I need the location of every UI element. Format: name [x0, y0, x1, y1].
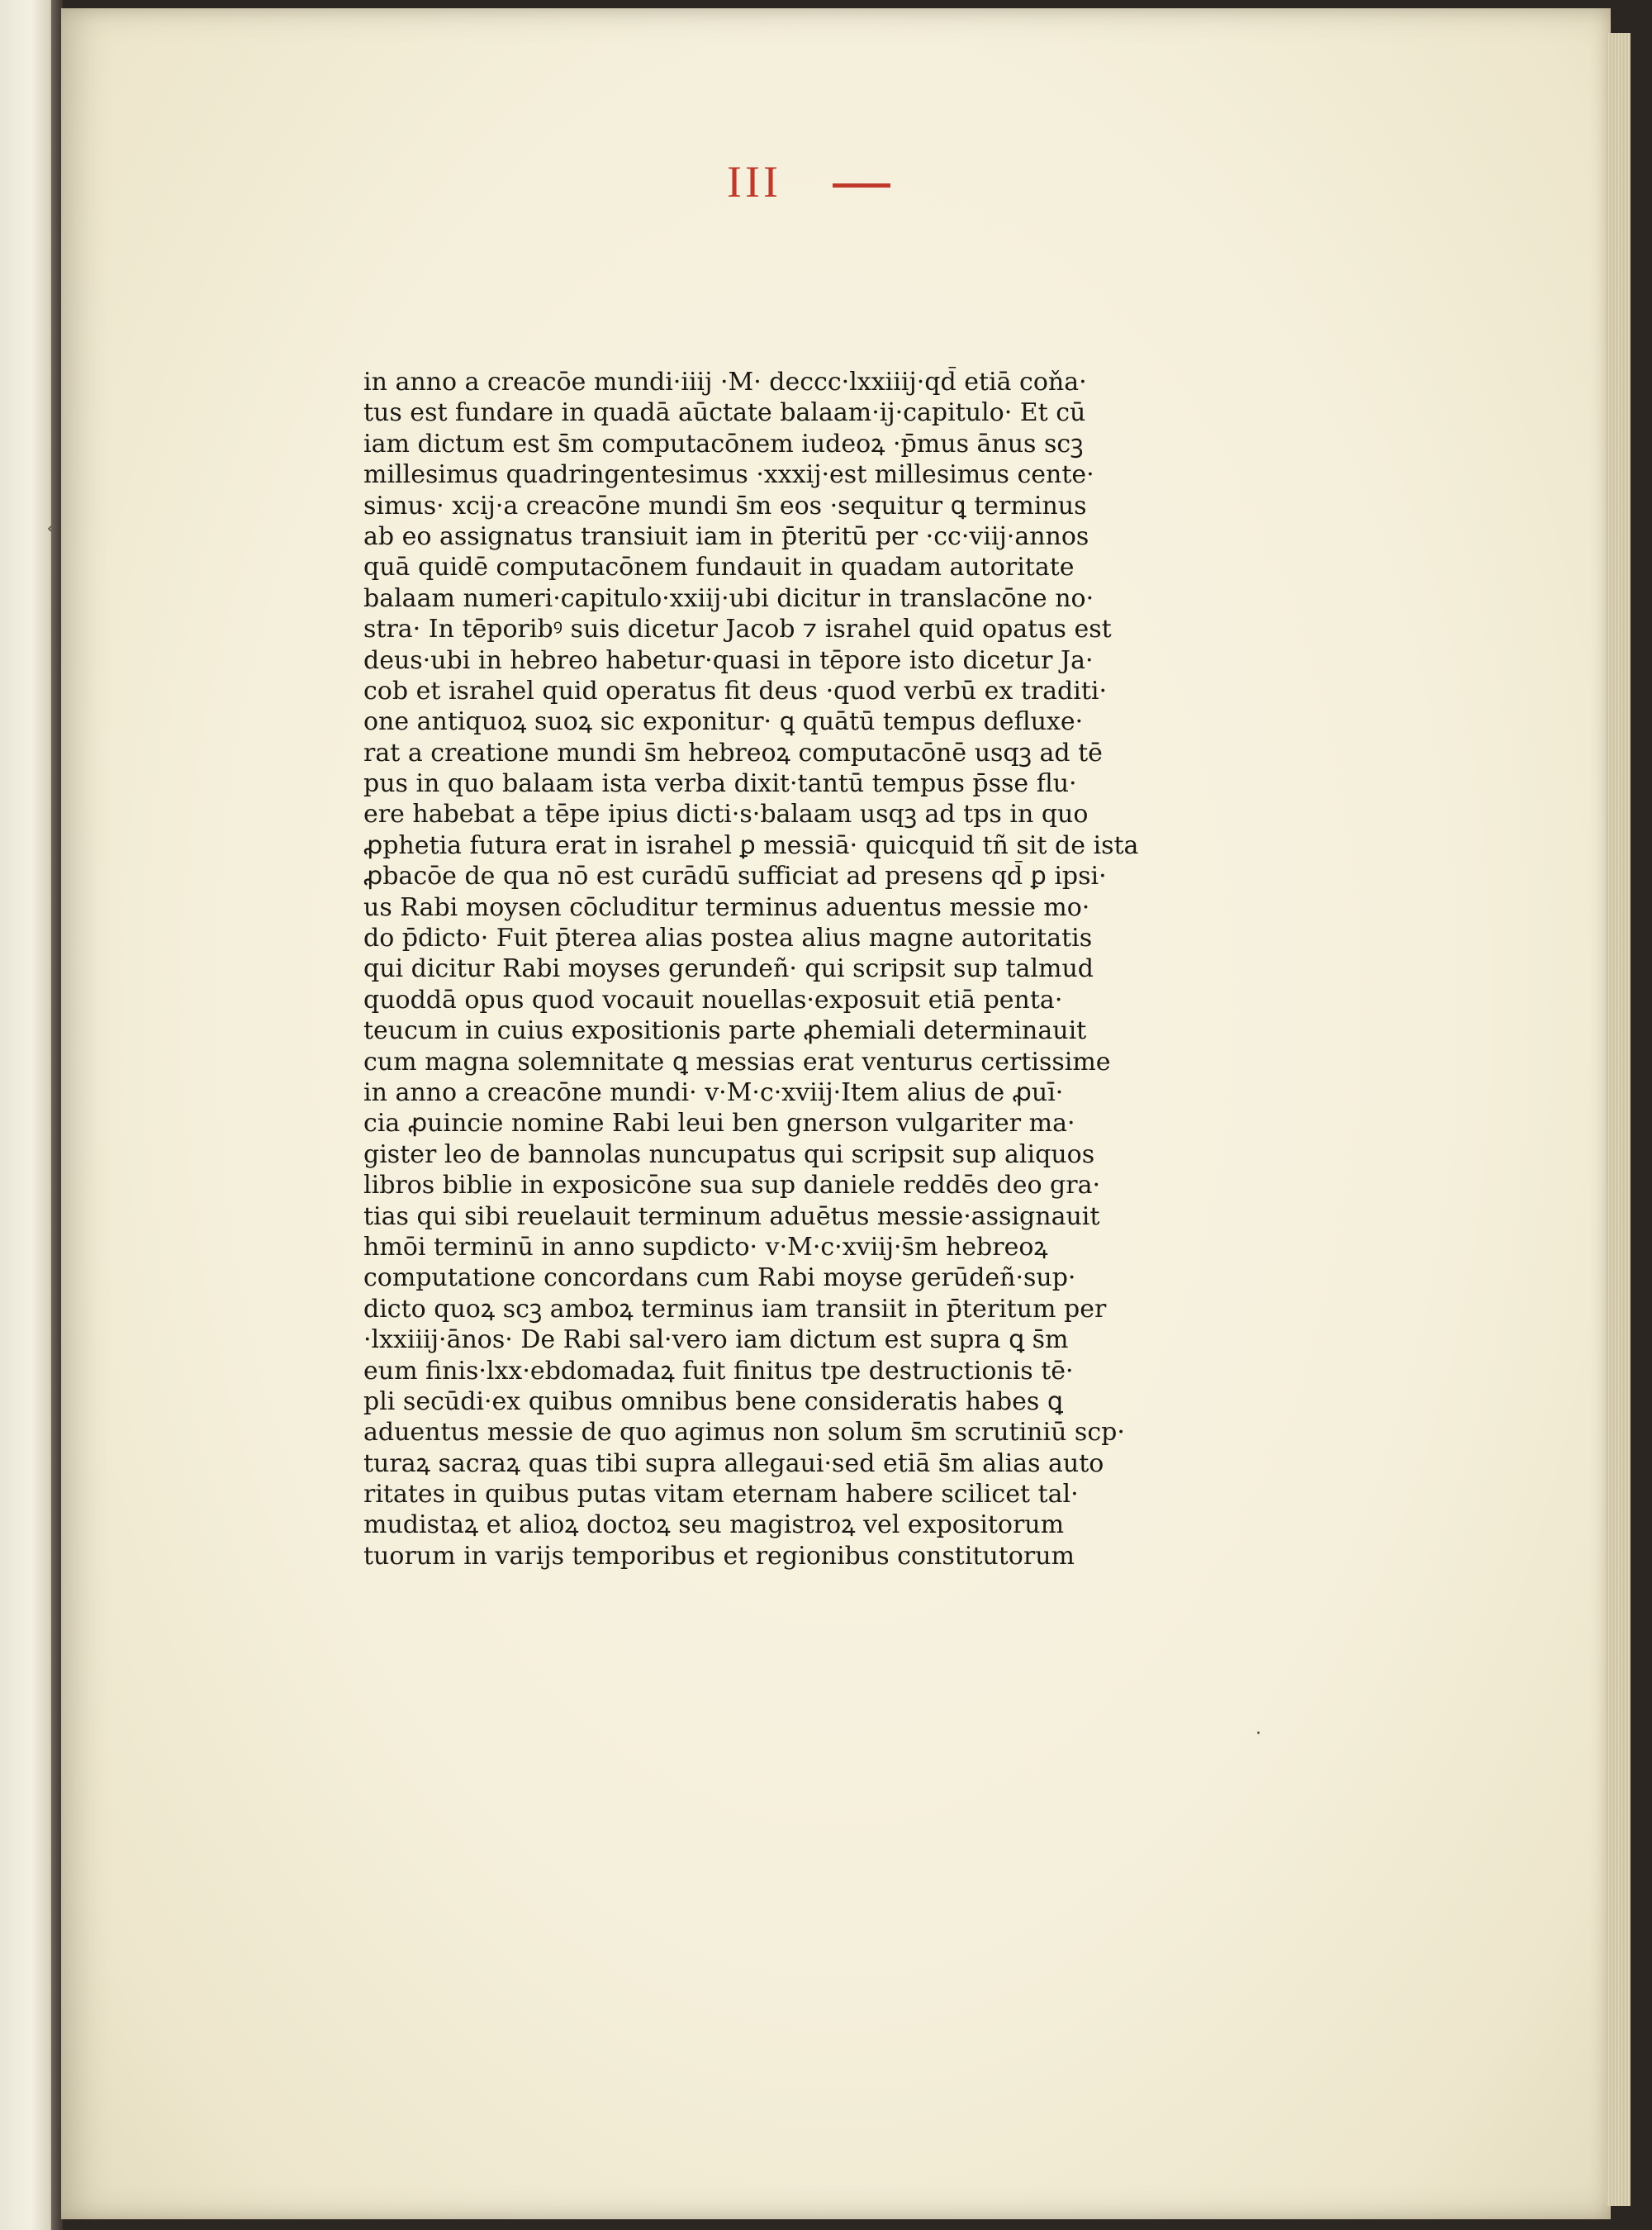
text-line: ere habebat a tēpe ipius dicti·s·balaam usqꝫ ad tps in quo [363, 800, 1089, 830]
facing-page-edge [0, 0, 56, 2230]
text-line: dicto quoꝝ scꝫ amboꝝ terminus iam transiit in p̄teritum per [363, 1294, 1107, 1324]
text-line: ꝓbacōe de qua nō est curādū sufficiat ad presens qd̄ ꝑ ipsi· [363, 862, 1107, 892]
text-line: quā quidē computacōnem fundauit in quadam autoritate [363, 553, 1075, 582]
text-line: ꝓphetia futura erat in israhel ꝑ messiā· quicquid tñ sit de ista [363, 830, 1139, 860]
text-line: rat a creatione mundi s̄m hebreoꝝ computacōnē usqꝫ ad tē [363, 738, 1103, 768]
text-line: cum magna solemnitate ꝗ messias erat venturus certissime [363, 1047, 1111, 1077]
text-line: in anno a creacōe mundi·iiij ·M· deccc·lxxiiij·qd̄ etiā coňa· [363, 368, 1087, 397]
text-line: stra· In tēporibꝰ suis dicetur Jacob ⁊ israhel quid opatus est [363, 615, 1112, 644]
text-line: gister leo de bannolas nuncupatus qui scripsit sup aliquos [363, 1139, 1095, 1169]
text-line: computatione concordans cum Rabi moyse gerūdeñ·sup· [363, 1263, 1076, 1293]
text-line: cob et israhel quid operatus fit deus ·quod verbū ex traditi· [363, 676, 1108, 706]
text-line: simus· xcij·a creacōne mundi s̄m eos ·sequitur ꝗ terminus [363, 491, 1087, 521]
text-line: pli secūdi·ex quibus omnibus bene consideratis habes ꝗ [363, 1386, 1063, 1416]
text-line: aduentus messie de quo agimus non solum s̄m scrutiniū scp· [363, 1418, 1125, 1448]
text-line: iam dictum est s̄m computacōnem iudeoꝝ ·p̄mus ānus scꝫ [363, 429, 1084, 459]
page-fore-edge [1606, 33, 1631, 2206]
text-line: deus·ubi in hebreo habetur·quasi in tēpore isto dicetur Ja· [363, 645, 1094, 675]
text-line: eum finis·lxx·ebdomadaꝝ fuit finitus tpe destructionis tē· [363, 1356, 1074, 1386]
text-line: libros biblie in exposicōne sua sup daniele reddēs deo gra· [363, 1171, 1101, 1201]
text-line: in anno a creacōne mundi· v·M·c·xviij·Item alius de ꝓuī· [363, 1077, 1064, 1107]
text-line: balaam numeri·capitulo·xxiij·ubi dicitur in translacōne no· [363, 583, 1094, 613]
text-line: us Rabi moysen cōcluditur terminus aduentus messie mo· [363, 892, 1090, 922]
text-line: teucum in cuius expositionis parte ꝓhemiali determinauit [363, 1016, 1087, 1046]
text-line: ab eo assignatus transiuit iam in p̄teritū per ·cc·viij·annos [363, 521, 1089, 551]
text-line: millesimus quadringentesimus ·xxxij·est millesimus cente· [363, 460, 1094, 490]
text-line: hmōi terminū in anno supdicto· v·M·c·xviij·s̄m hebreoꝝ [363, 1232, 1048, 1262]
text-line: ·lxxiiij·ānos· De Rabi sal·vero iam dictum est supra ꝗ s̄m [363, 1325, 1069, 1355]
margin-mark-left: ‹ [46, 514, 56, 541]
text-line: cia ꝓuincie nomine Rabi leui ben gnerson vulgariter ma· [363, 1109, 1075, 1139]
text-line: one antiquoꝝ suoꝝ sic exponitur· ꝗ quātū tempus defluxe· [363, 707, 1084, 737]
folio-number: III [727, 157, 781, 207]
text-line: ritates in quibus putas vitam eternam habere scilicet tal· [363, 1480, 1079, 1510]
text-line: do p̄dicto· Fuit p̄terea alias postea alius magne autoritatis [363, 924, 1093, 953]
folio-rule [833, 183, 890, 188]
text-line: tuorum in varijs temporibus et regionibus constitutorum [363, 1541, 1075, 1571]
text-line: tus est fundare in quadā aūctate balaam·ij·capitulo· Et cū [363, 398, 1086, 428]
text-line: mudistaꝝ et alioꝝ doctoꝝ seu magistroꝝ vel expositorum [363, 1510, 1065, 1540]
text-line: tias qui sibi reuelauit terminum aduētus messie·assignauit [363, 1201, 1100, 1231]
text-column [363, 367, 1239, 1571]
text-line: quoddā opus quod vocauit nouellas·exposuit etiā penta· [363, 985, 1063, 1015]
text-line: turaꝝ sacraꝝ quas tibi supra allegaui·sed etiā s̄m alias auto [363, 1448, 1104, 1478]
margin-mark-right: · [1256, 1724, 1261, 1744]
text-line: pus in quo balaam ista verba dixit·tantū tempus p̄sse flu· [363, 769, 1077, 799]
text-line: qui dicitur Rabi moyses gerundeñ· qui scripsit sup talmud [363, 954, 1094, 984]
